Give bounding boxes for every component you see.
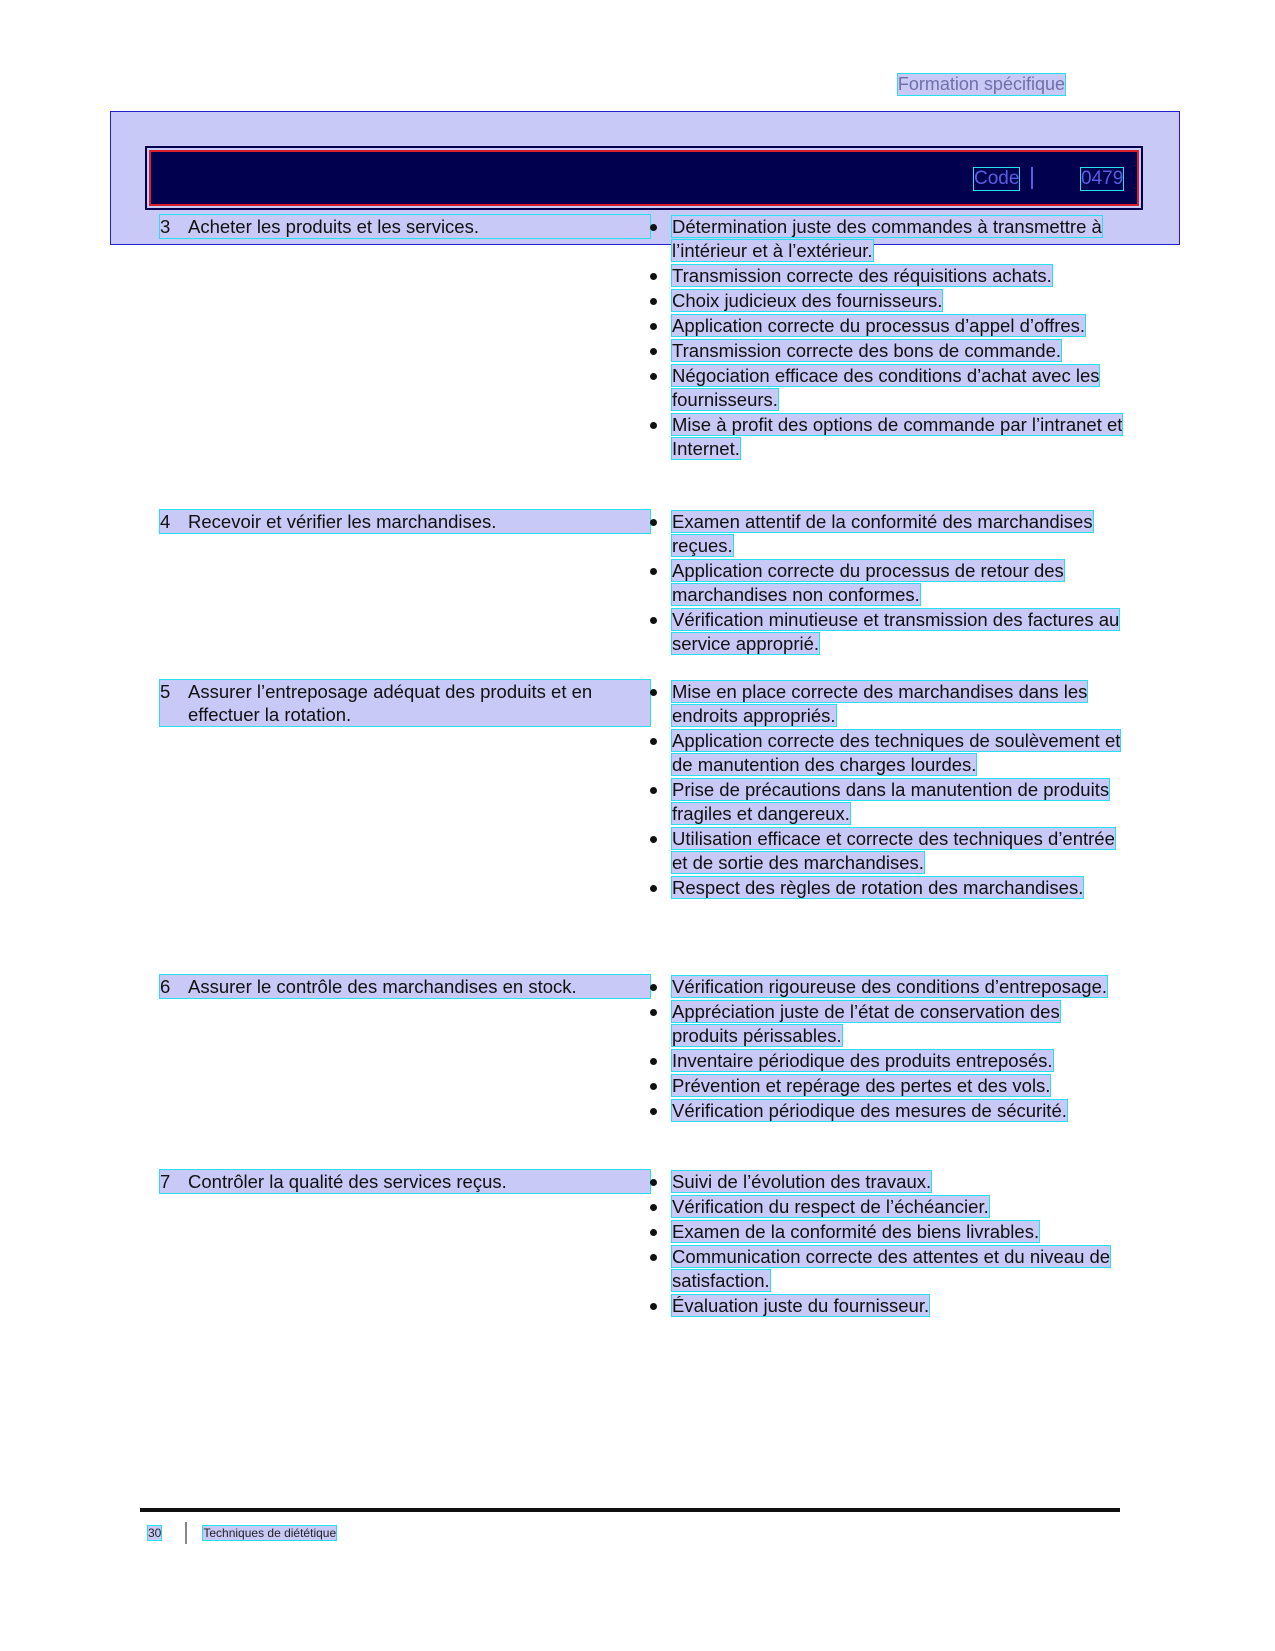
code-label: Code (974, 168, 1020, 189)
criteria-list-4 (650, 510, 1125, 657)
code-bar (149, 150, 1139, 206)
criterion-item: Respect des règles de rotation des marchandises. (650, 876, 1125, 900)
criterion-item: Transmission correcte des bons de commande. (650, 339, 1125, 363)
criteria-list-5 (650, 680, 1125, 901)
criterion-item: Prévention et repérage des pertes et des vols. (650, 1074, 1125, 1098)
task-number: 5 (160, 681, 171, 702)
page-number: 30 (148, 1526, 162, 1540)
criterion-item: Examen de la conformité des biens livrables. (650, 1220, 1125, 1244)
criterion-item: Transmission correcte des réquisitions achats. (650, 264, 1125, 288)
task-7 (160, 1170, 650, 1193)
criteria-list-3 (650, 215, 1125, 462)
task-3 (160, 215, 650, 238)
task-text: Assurer le contrôle des marchandises en stock. (188, 976, 577, 997)
criterion-item: Application correcte du processus de retour des marchandises non conformes. (650, 559, 1125, 607)
criterion-item: Mise en place correcte des marchandises dans les endroits appropriés. (650, 680, 1125, 728)
code-value: 0479 (1081, 168, 1124, 189)
criteria-list-7 (650, 1170, 1125, 1319)
criterion-item: Inventaire périodique des produits entreposés. (650, 1049, 1125, 1073)
criterion-item: Négociation efficace des conditions d’achat avec les fournisseurs. (650, 364, 1125, 412)
task-text: Recevoir et vérifier les marchandises. (188, 511, 497, 532)
task-4 (160, 510, 650, 533)
criterion-item: Détermination juste des commandes à transmettre à l’intérieur et à l’extérieur. (650, 215, 1125, 263)
criterion-item: Prise de précautions dans la manutention de produits fragiles et dangereux. (650, 778, 1125, 826)
criterion-item: Communication correcte des attentes et du niveau de satisfaction. (650, 1245, 1125, 1293)
criterion-item: Utilisation efficace et correcte des techniques d’entrée et de sortie des marchandises. (650, 827, 1125, 875)
criterion-item: Choix judicieux des fournisseurs. (650, 289, 1125, 313)
task-number: 7 (160, 1171, 171, 1192)
criterion-item: Vérification rigoureuse des conditions d’entreposage. (650, 975, 1125, 999)
criterion-item: Mise à profit des options de commande par l’intranet et Internet. (650, 413, 1125, 461)
task-text: Acheter les produits et les services. (188, 216, 479, 237)
page-footer (148, 1522, 336, 1544)
task-text: Assurer l’entreposage adéquat des produits et en effectuer la rotation. (188, 681, 593, 725)
criterion-item: Examen attentif de la conformité des marchandises reçues. (650, 510, 1125, 558)
task-number: 6 (160, 976, 171, 997)
task-number: 3 (160, 216, 171, 237)
task-number: 4 (160, 511, 171, 532)
criteria-list-6 (650, 975, 1125, 1124)
criterion-item: Application correcte des techniques de soulèvement et de manutention des charges lourdes. (650, 729, 1125, 777)
task-6 (160, 975, 650, 998)
criterion-item: Appréciation juste de l’état de conservation des produits périssables. (650, 1000, 1125, 1048)
criterion-item: Vérification du respect de l’échéancier. (650, 1195, 1125, 1219)
footer-rule (140, 1508, 1120, 1512)
criterion-item: Évaluation juste du fournisseur. (650, 1294, 1125, 1318)
footer-title: Techniques de diététique (203, 1526, 337, 1540)
task-5 (160, 680, 650, 726)
criterion-item: Vérification minutieuse et transmission des factures au service approprié. (650, 608, 1125, 656)
code-separator (1031, 167, 1033, 189)
task-text: Contrôler la qualité des services reçus. (188, 1171, 507, 1192)
criterion-item: Application correcte du processus d’appel d’offres. (650, 314, 1125, 338)
footer-separator (185, 1522, 187, 1544)
criterion-item: Vérification périodique des mesures de sécurité. (650, 1099, 1125, 1123)
criterion-item: Suivi de l’évolution des travaux. (650, 1170, 1125, 1194)
running-header: Formation spécifique (897, 74, 1065, 94)
